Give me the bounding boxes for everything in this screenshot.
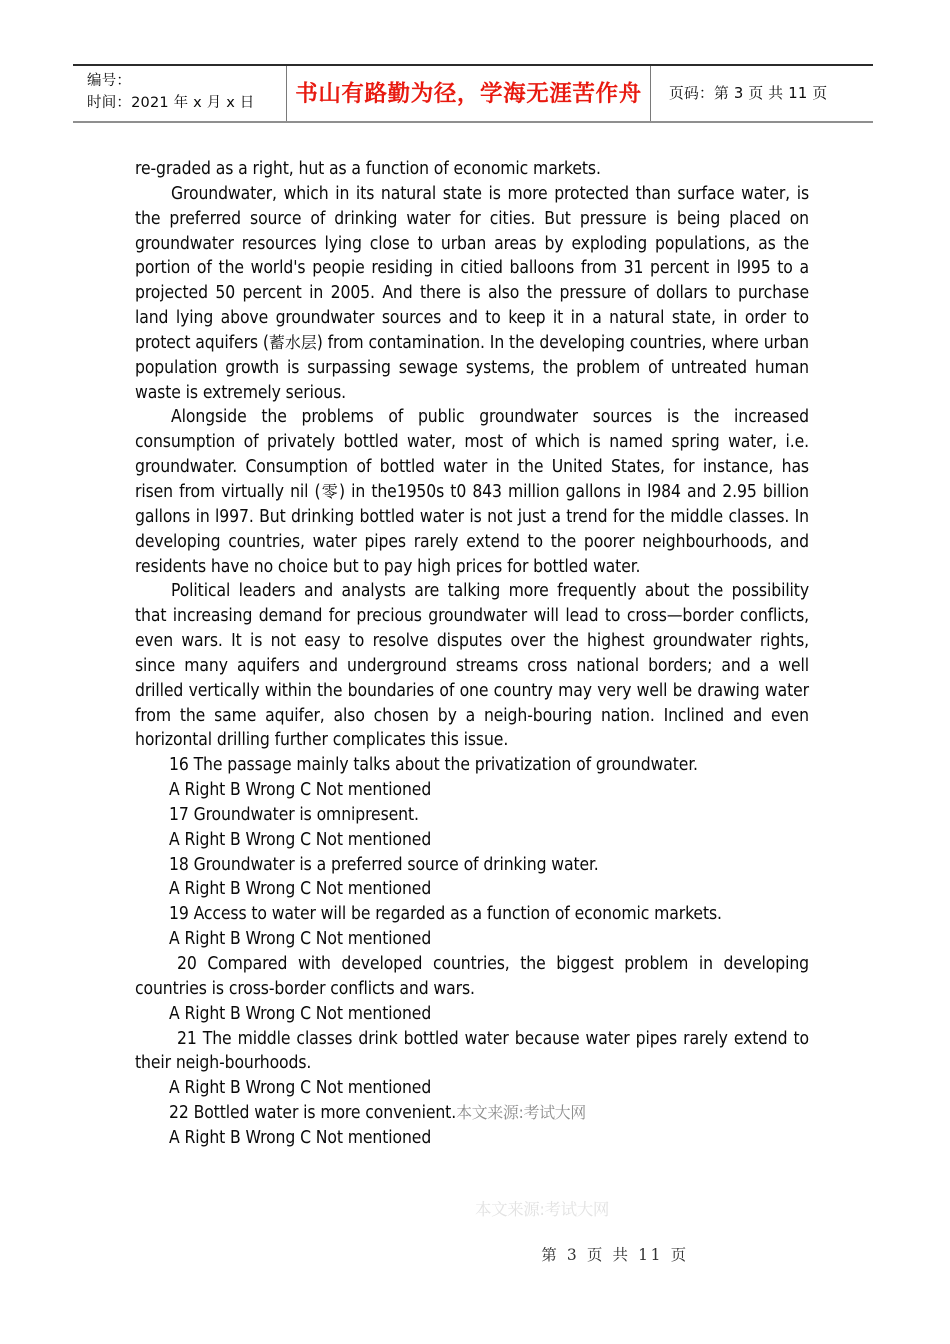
- page-header-table: [73, 64, 873, 123]
- question-20-options[interactable]: A Right B Wrong C Not mentioned: [169, 1003, 432, 1024]
- header-serial-label: 编号：: [87, 73, 132, 89]
- question-20-statement: 20 Compared with developed countries, the biggest problem in developing countries is cross-border conflicts and wars.: [135, 954, 809, 999]
- document-body: [135, 157, 809, 1151]
- question-19-statement: 19 Access to water will be regarded as a function of economic markets.: [169, 904, 722, 925]
- source-watermark-ghost: 本文来源:考试大网: [475, 1200, 609, 1219]
- header-cell-pagination: [651, 66, 873, 121]
- header-page-number-label: 页码：第 3 页 共 11 页: [669, 84, 828, 102]
- question-21-statement: 21 The middle classes drink bottled water because water pipes rarely extend to their neigh-bourhoods.: [135, 1028, 809, 1074]
- question-17-options[interactable]: A Right B Wrong C Not mentioned: [169, 829, 432, 850]
- question-22-options[interactable]: A Right B Wrong C Not mentioned: [169, 1127, 432, 1148]
- question-22-text: 22 Bottled water is more convenient.: [169, 1103, 457, 1124]
- paragraph-3-part-b: ) in the1950s t0 843 million gallons in l984 and 2.95 billion gallons in l997. But drinking bottled water is not just a trend for the middle classes. In developing countries, water pipes rarely extend to the poorer neighbourhoods, and residents have no choice but to pay high prices for bottled water.: [135, 481, 809, 577]
- paragraph-3-part-a: Alongside the problems of public groundwater sources is the increased consumption of privately bottled water, most of which is named spring water, i.e. groundwater. Consumption of bottled water in the United States, for instance, has risen from virtually nil (: [135, 407, 809, 502]
- question-16-statement: 16 The passage mainly talks about the privatization of groundwater.: [169, 755, 698, 776]
- question-18-statement: 18 Groundwater is a preferred source of drinking water.: [169, 854, 599, 875]
- paragraph-2-part-b: ) from contamination. In the developing countries, where urban population growth is surpassing sewage systems, the problem of untreated human waste is extremely serious.: [135, 332, 809, 403]
- question-16-options[interactable]: A Right B Wrong C Not mentioned: [169, 780, 432, 801]
- header-date-label: 时间：2021 年 x 月 x 日: [87, 95, 255, 112]
- paragraph-2-part-a: Groundwater, which in its natural state is more protected than surface water, is the preferred source of drinking water for cities. But pressure is being placed on groundwater resources lying close to urban areas by exploding populations, as the portion of the world's peopie residing in citied balloons from 31 percent in l995 to a projected 50 percent in 2005. And there is also the pressure of dollars to purchase land lying above groundwater sources and to keep it in a natural state, in order to protect aquifers (: [135, 183, 809, 353]
- header-cell-meta: [73, 66, 287, 121]
- paragraph-1: re-graded as a right, hut as a function of economic markets.: [135, 159, 601, 179]
- source-watermark-inline: 本文来源:考试大网: [456, 1103, 586, 1123]
- header-motto-text: 书山有路勤为径，学海无涯苦作舟: [295, 81, 642, 108]
- question-19-options[interactable]: A Right B Wrong C Not mentioned: [169, 929, 432, 950]
- paragraph-3: [135, 405, 809, 579]
- question-22-statement: [135, 1101, 809, 1126]
- question-21-options[interactable]: A Right B Wrong C Not mentioned: [169, 1078, 432, 1099]
- question-17-statement: 17 Groundwater is omnipresent.: [169, 804, 419, 825]
- page-footer: [0, 1243, 950, 1265]
- paragraph-3-gloss-nil: 零: [320, 481, 339, 501]
- paragraph-2: [135, 182, 809, 406]
- question-18-options[interactable]: A Right B Wrong C Not mentioned: [169, 879, 432, 900]
- header-cell-motto: [287, 66, 651, 121]
- footer-page-number: 第 3 页 共 11 页: [541, 1246, 689, 1264]
- paragraph-4: Political leaders and analysts are talking more frequently about the possibility that increasing demand for precious groundwater will lead to cross—border conflicts, even wars. It is not easy to resolve disputes over the highest groundwater rights, since many aquifers and underground streams cross national borders; and a well drilled vertically within the boundaries of one country may very well be drawing water from the same aquifer, also chosen by a neigh-bouring nation. Inclined and even horizontal drilling further complicates this issue.: [135, 581, 809, 751]
- paragraph-2-gloss-aquifer: 蓄水层: [268, 332, 317, 352]
